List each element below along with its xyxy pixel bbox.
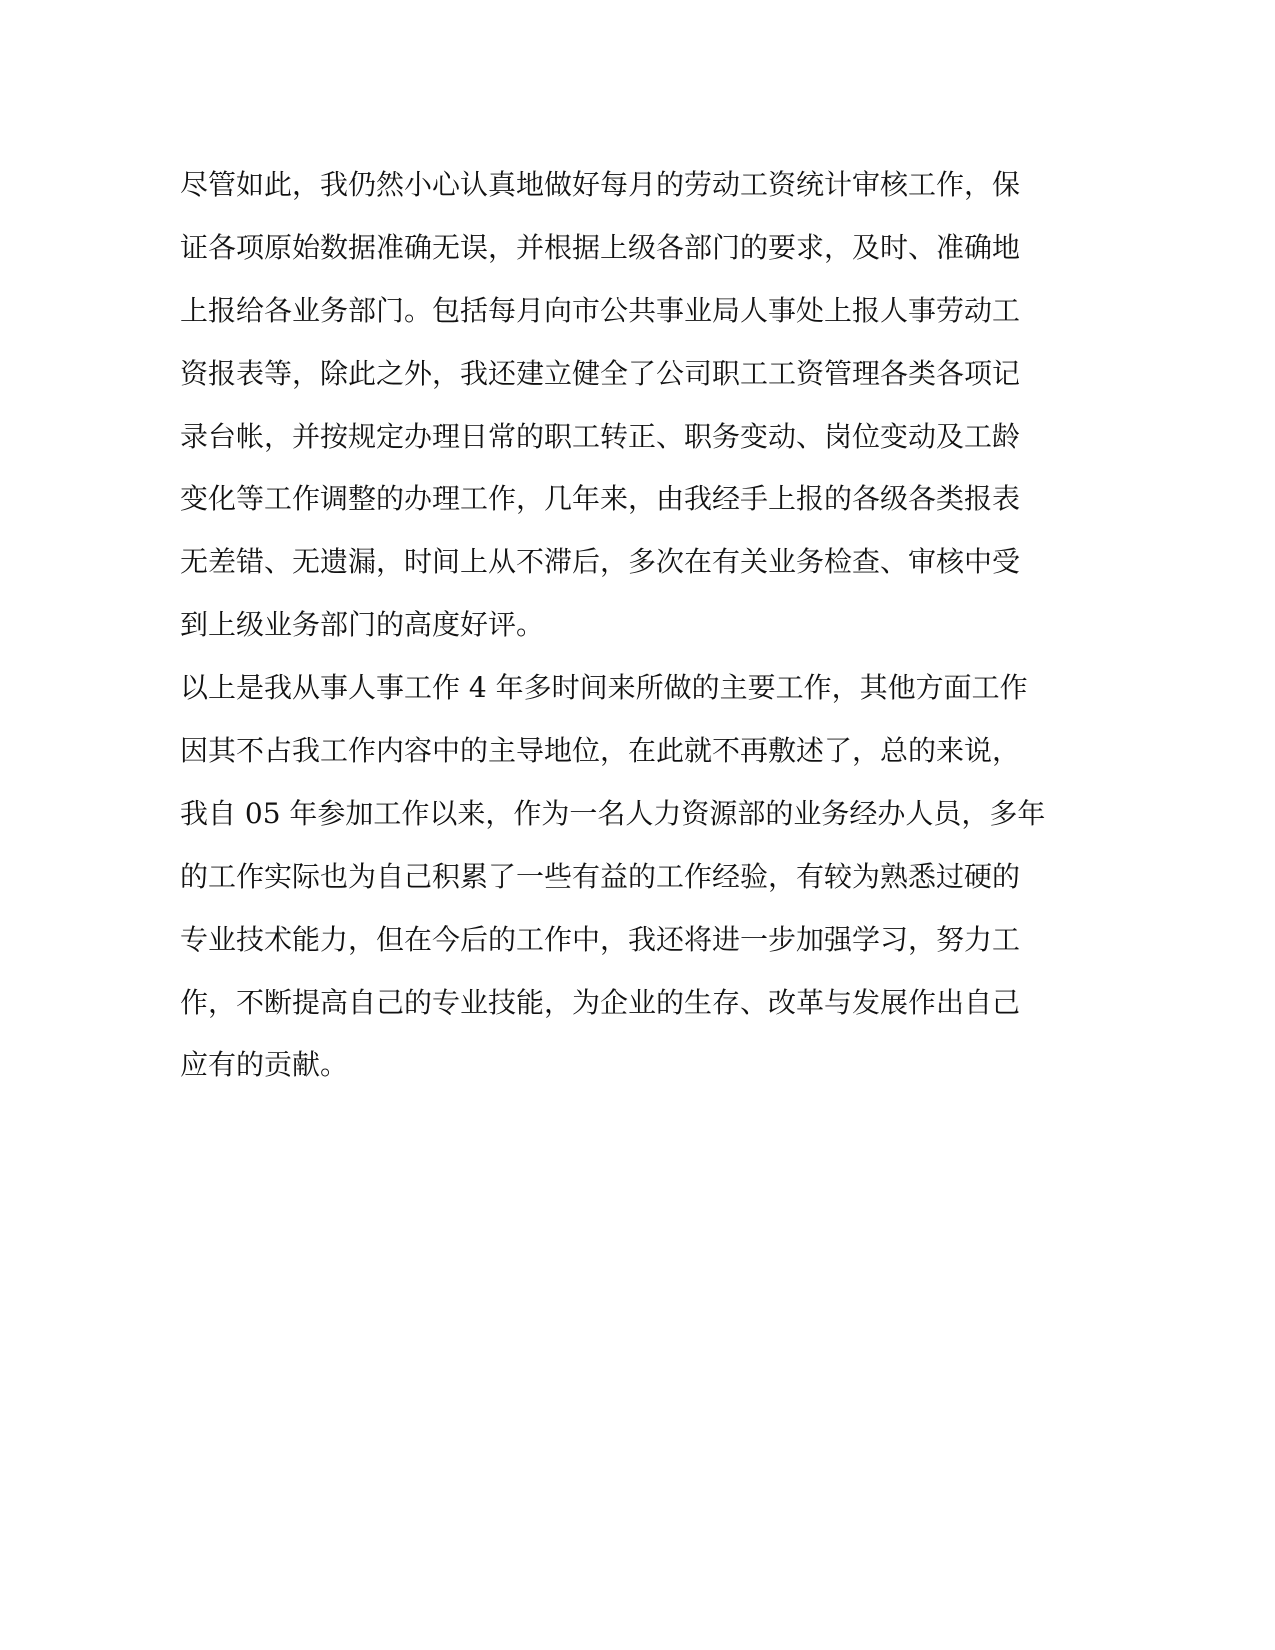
text-line: 录台帐，并按规定办理日常的职工转正、职务变动、岗位变动及工龄 <box>180 419 1021 453</box>
text-line: 资报表等，除此之外，我还建立健全了公司职工工资管理各类各项记 <box>180 356 1021 390</box>
text-line: 因其不占我工作内容中的主导地位，在此就不再敷述了，总的来说， <box>180 734 1021 768</box>
text-line: 应有的贡献。 <box>180 1048 349 1082</box>
text-line: 我自 05 年参加工作以来，作为一名人力资源部的业务经办人员，多年 <box>180 796 1046 830</box>
text-line: 尽管如此，我仍然小心认真地做好每月的劳动工资统计审核工作，保 <box>180 168 1021 201</box>
text-line: 到上级业务部门的高度好评。 <box>180 608 545 642</box>
text-line: 以上是我从事人事工作 4 年多时间来所做的主要工作，其他方面工作 <box>180 671 1028 705</box>
document-body <box>180 158 1080 1101</box>
text-line: 专业技术能力，但在今后的工作中，我还将进一步加强学习，努力工 <box>180 922 1021 956</box>
text-line: 的工作实际也为自己积累了一些有益的工作经验，有较为熟悉过硬的 <box>180 859 1021 893</box>
text-line: 证各项原始数据准确无误，并根据上级各部门的要求，及时、准确地 <box>180 230 1021 264</box>
text-line: 上报给各业务部门。包括每月向市公共事业局人事处上报人事劳动工 <box>180 293 1021 327</box>
text-line: 无差错、无遗漏，时间上从不滞后，多次在有关业务检查、审核中受 <box>180 545 1021 579</box>
text-line: 变化等工作调整的办理工作，几年来，由我经手上报的各级各类报表 <box>180 482 1021 516</box>
text-line: 作，不断提高自己的专业技能，为企业的生存、改革与发展作出自己 <box>180 985 1021 1019</box>
